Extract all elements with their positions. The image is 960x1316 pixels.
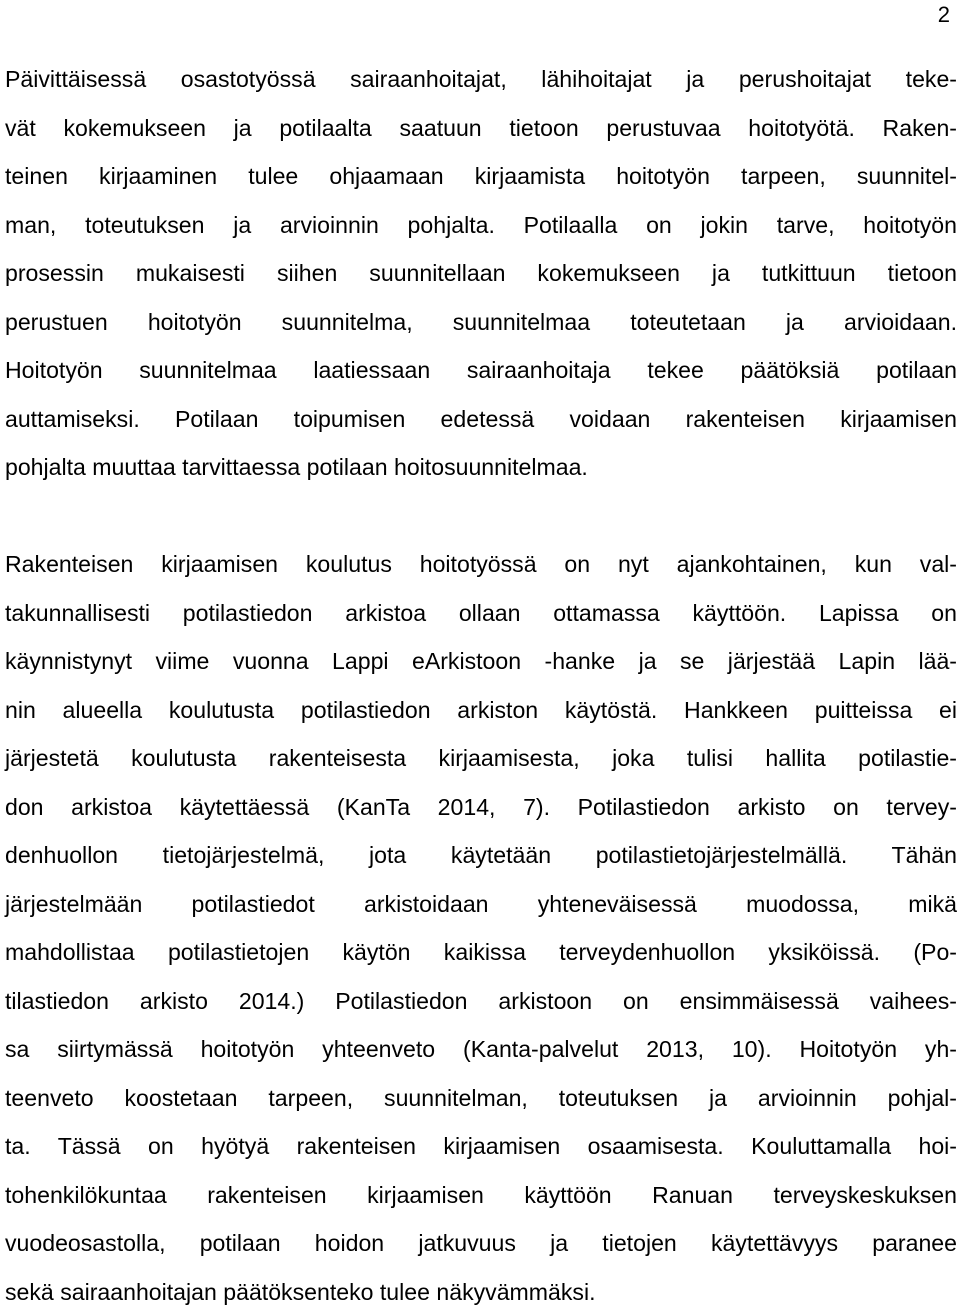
text-line: teinen kirjaaminen tulee ohjaamaan kirjaamista hoitotyön tarpeen, suunnitel- [5, 152, 957, 201]
text-line: sekä sairaanhoitajan päätöksenteko tulee näkyvämmäksi. [5, 1268, 957, 1316]
text-line: mahdollistaa potilastietojen käytön kaikissa terveydenhuollon yksiköissä. (Po- [5, 928, 957, 977]
text-line: järjestelmään potilastiedot arkistoidaan yhteneväisessä muodossa, mikä [5, 880, 957, 929]
text-line: sa siirtymässä hoitotyön yhteenveto (Kanta-palvelut 2013, 10). Hoitotyön yh- [5, 1025, 957, 1074]
text-line: järjestetä koulutusta rakenteisesta kirjaamisesta, joka tulisi hallita potilastie- [5, 734, 957, 783]
text-line: man, toteutuksen ja arvioinnin pohjalta. Potilaalla on jokin tarve, hoitotyön [5, 201, 957, 250]
paragraph-1 [5, 55, 957, 492]
text-line: Päivittäisessä osastotyössä sairaanhoitajat, lähihoitajat ja perushoitajat teke- [5, 55, 957, 104]
text-line: pohjalta muuttaa tarvittaessa potilaan hoitosuunnitelmaa. [5, 443, 957, 492]
page-number: 2 [938, 0, 950, 30]
text-line: denhuollon tietojärjestelmä, jota käytetään potilastietojärjestelmällä. Tähän [5, 831, 957, 880]
text-line: Hoitotyön suunnitelmaa laatiessaan sairaanhoitaja tekee päätöksiä potilaan [5, 346, 957, 395]
text-line: tohenkilökuntaa rakenteisen kirjaamisen käyttöön Ranuan terveyskeskuksen [5, 1171, 957, 1220]
document-body [5, 55, 957, 1316]
text-line: nin alueella koulutusta potilastiedon arkiston käytöstä. Hankkeen puitteissa ei [5, 686, 957, 735]
text-line: takunnallisesti potilastiedon arkistoa ollaan ottamassa käyttöön. Lapissa on [5, 589, 957, 638]
text-line: auttamiseksi. Potilaan toipumisen edetessä voidaan rakenteisen kirjaamisen [5, 395, 957, 444]
text-line: teenveto koostetaan tarpeen, suunnitelman, toteutuksen ja arvioinnin pohjal- [5, 1074, 957, 1123]
text-line: perustuen hoitotyön suunnitelma, suunnitelmaa toteutetaan ja arvioidaan. [5, 298, 957, 347]
paragraph-2 [5, 540, 957, 1316]
text-line: vuodeosastolla, potilaan hoidon jatkuvuus ja tietojen käytettävyys paranee [5, 1219, 957, 1268]
text-line: vät kokemukseen ja potilaalta saatuun tietoon perustuvaa hoitotyötä. Raken- [5, 104, 957, 153]
text-line: käynnistynyt viime vuonna Lappi eArkistoon -hanke ja se järjestää Lapin lää- [5, 637, 957, 686]
text-line: tilastiedon arkisto 2014.) Potilastiedon arkistoon on ensimmäisessä vaihees- [5, 977, 957, 1026]
text-line: prosessin mukaisesti siihen suunnitellaan kokemukseen ja tutkittuun tietoon [5, 249, 957, 298]
text-line: don arkistoa käytettäessä (KanTa 2014, 7). Potilastiedon arkisto on tervey- [5, 783, 957, 832]
text-line: ta. Tässä on hyötyä rakenteisen kirjaamisen osaamisesta. Kouluttamalla hoi- [5, 1122, 957, 1171]
text-line: Rakenteisen kirjaamisen koulutus hoitotyössä on nyt ajankohtainen, kun val- [5, 540, 957, 589]
